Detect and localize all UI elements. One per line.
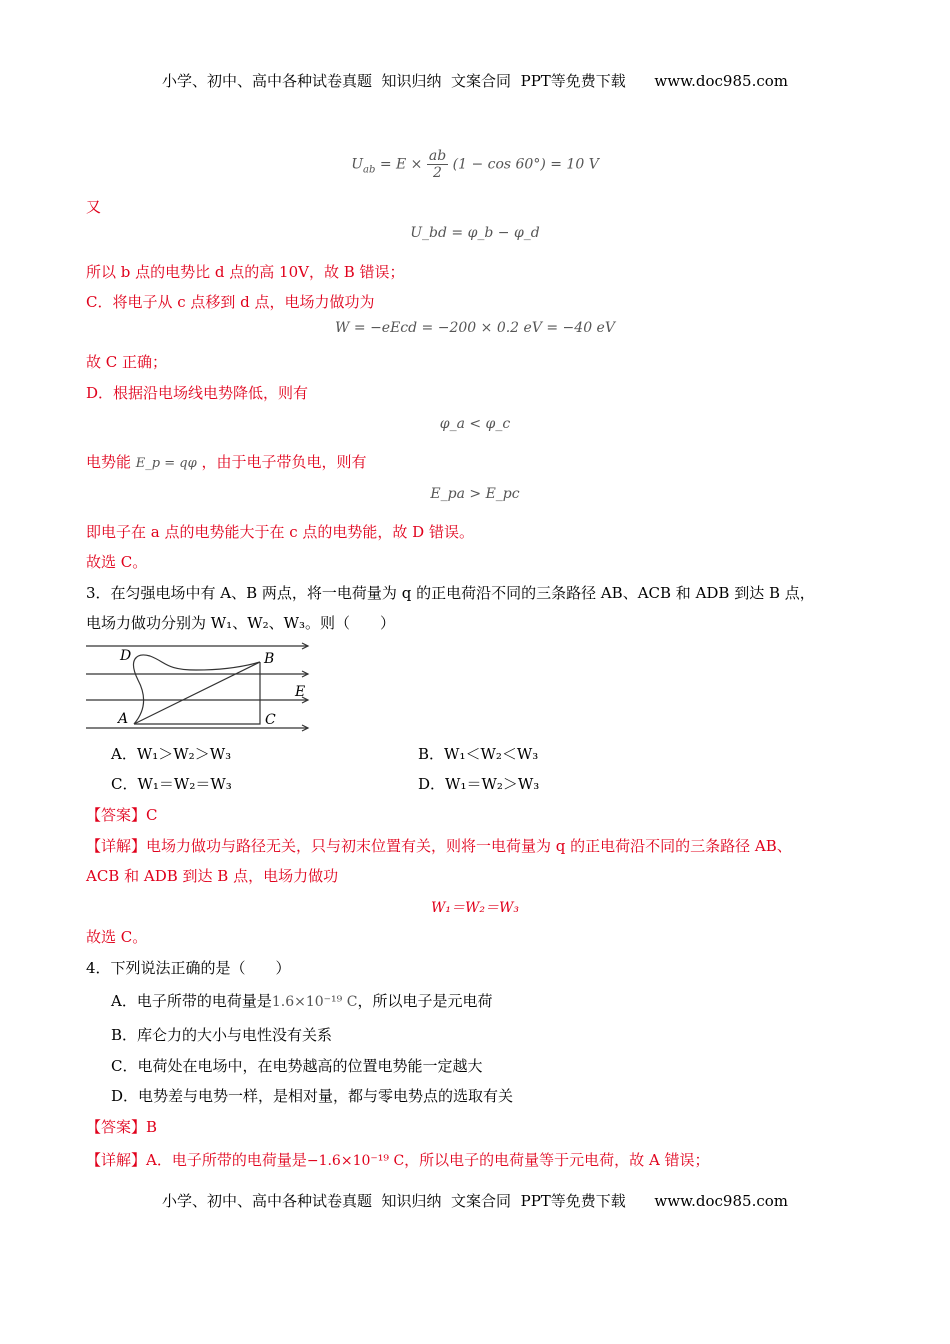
q4-answer: 【答案】B [86,1118,158,1136]
path-ab [134,662,260,724]
q3-detail-line2: ACB 和 ADB 到达 B 点，电场力做功 [86,867,339,885]
text-c-correct: 故 C 正确； [86,353,168,371]
equation-work: W = −eEcd = −200 × 0.2 eV = −40 eV [335,320,615,336]
equation-energy: E_pa > E_pc [430,486,520,502]
q3-answer: 【答案】C [86,806,158,824]
q4-option-b: B．库仑力的大小与电性没有关系 [111,1026,333,1044]
text-you: 又 [86,198,102,216]
text-d-energy: 电势能 E_p = qφ ，由于电子带负电，则有 [86,453,367,471]
q3-select: 故选 C。 [86,928,148,946]
equation-potential: φ_a < φ_c [439,416,511,432]
text-c-statement: C．将电子从 c 点移到 d 点，电场力做功为 [86,293,375,311]
q3-stem-line2: 电场力做功分别为 W₁、W₂、W₃。则（ ） [86,614,396,632]
label-e: E [295,684,306,700]
q3-option-a: A．W₁＞W₂＞W₃ [111,745,232,763]
label-a: A [118,711,129,727]
label-b: B [264,651,275,667]
q3-option-c: C．W₁＝W₂＝W₃ [111,775,232,793]
q4-option-a: A．电子所带的电荷量是1.6×10⁻¹⁹ C，所以电子是元电荷 [111,992,493,1010]
q3-option-d: D．W₁＝W₂＞W₃ [418,775,540,793]
equation-ubd: U_bd = φ_b − φ_d [410,225,540,241]
label-d: D [120,648,132,664]
text-d-statement: D．根据沿电场线电势降低，则有 [86,384,309,402]
path-adb [134,655,260,724]
q3-option-b: B．W₁＜W₂＜W₃ [418,745,539,763]
q3-figure [86,640,316,735]
equation-uab: $U_{ab} = E$ × $\frac{ab}{2}$ (1 − cos 60°) = 10 V [351,148,599,181]
q4-option-c: C．电荷处在电场中，在电势越高的位置电势能一定越大 [111,1057,483,1075]
q3-detail-line1: 【详解】电场力做功与路径无关，只与初末位置有关，则将一电荷量为 q 的正电荷沿不同的三条路径 AB、 [86,837,792,855]
q4-detail: 【详解】A．电子所带的电荷量是−1.6×10⁻¹⁹ C，所以电子的电荷量等于元电荷，故 A 错误； [86,1151,710,1169]
page-footer: 小学、初中、高中各种试卷真题 知识归纳 文案合同 PPT等免费下载 www.doc985.com [161,1192,788,1210]
text-select-c: 故选 C。 [86,553,148,571]
page-header: 小学、初中、高中各种试卷真题 知识归纳 文案合同 PPT等免费下载 www.doc985.com [161,72,788,90]
text-d-conclusion: 即电子在 a 点的电势能大于在 c 点的电势能，故 D 错误。 [86,523,474,541]
q3-detail-equation: W₁＝W₂＝W₃ [430,900,519,916]
q4-option-d: D．电势差与电势一样，是相对量，都与零电势点的选取有关 [111,1087,514,1105]
text-b-conclusion: 所以 b 点的电势比 d 点的高 10V，故 B 错误； [86,263,405,281]
q3-stem-line1: 3．在匀强电场中有 A、B 两点，将一电荷量为 q 的正电荷沿不同的三条路径 AB、ACB 和 ADB 到达 B 点， [86,584,815,602]
q4-stem: 4．下列说法正确的是（ ） [86,959,291,977]
label-c: C [265,712,276,728]
